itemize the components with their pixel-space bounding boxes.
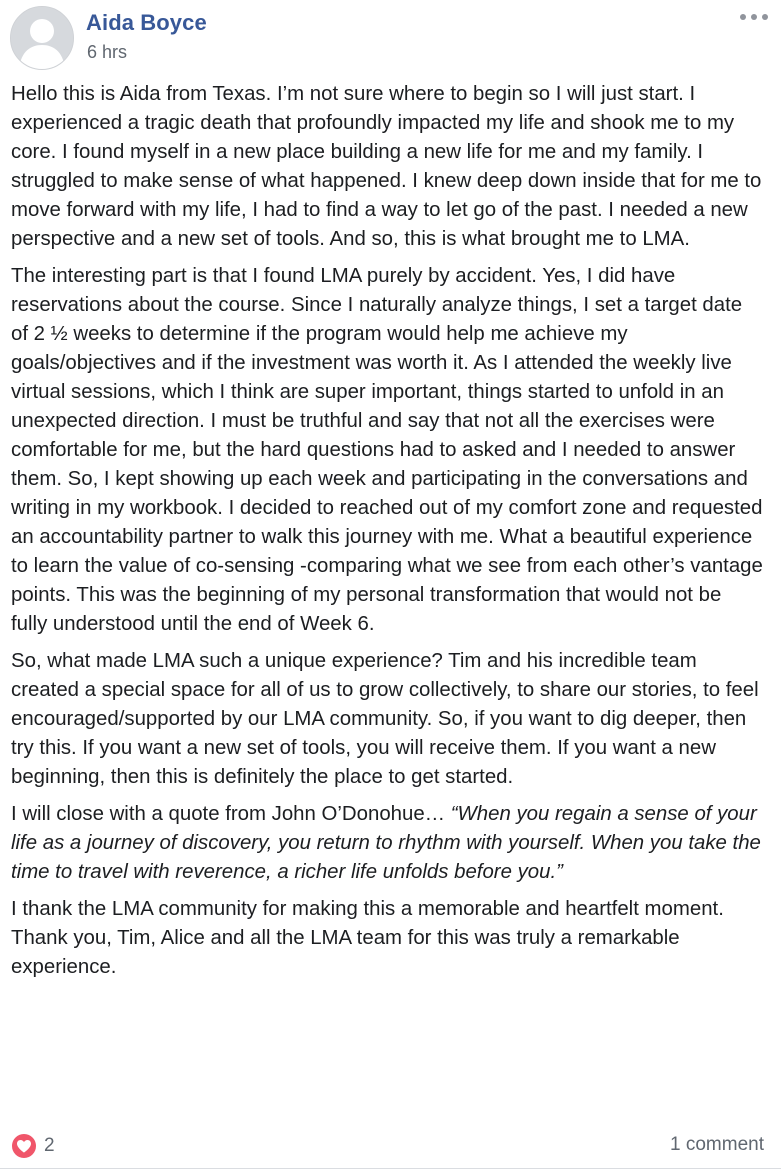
default-profile-avatar-icon <box>11 7 73 69</box>
post-footer <box>0 1124 781 1168</box>
post-paragraph-quote <box>11 800 763 887</box>
avatar[interactable] <box>10 6 74 70</box>
comments-count-link[interactable]: 1 comment <box>670 1134 764 1155</box>
quote-intro: I will close with a quote from John O’Donohue… <box>11 803 451 825</box>
love-heart-icon <box>10 1132 38 1160</box>
post-body <box>11 80 763 990</box>
footer-divider <box>0 1168 781 1169</box>
post-paragraph: Hello this is Aida from Texas. I’m not sure where to begin so I will just start. I experienced a tragic death that profoundly impacted my life and shook me to my core. I found myself in a new place building a new life for me and my family. I struggled to make sense of what happened. I knew deep down inside that for me to move forward with my life, I had to find a way to let go of the past. I needed a new perspective and a new set of tools. And so, this is what brought me to LMA. <box>11 83 762 250</box>
reactions-summary[interactable] <box>10 1132 55 1160</box>
more-options-button[interactable] <box>737 6 771 28</box>
author-name-link[interactable]: Aida Boyce <box>86 10 207 35</box>
post-paragraph: The interesting part is that I found LMA purely by accident. Yes, I did have reservations about the course. Since I naturally analyze things, I set a target date of 2 ½ weeks to determine if the program would help me achieve my goals/objectives and if the investment was worth it. As I attended the weekly live virtual sessions, which I think are super important, things started to unfold in an unexpected direction. I must be truthful and say that not all the exercises were comfortable for me, but the hard questions had to asked and I needed to answer them. So, I kept showing up each week and participating in the conversations and writing in my workbook. I decided to reached out of my comfort zone and requested an accountability partner to walk this journey with me. What a beautiful experience to learn the value of co-sensing -comparing what we see from each other’s vantage points. This was the beginning of my personal transformation that would not be fully understood until the end of Week 6. <box>11 265 763 635</box>
post-paragraph: I thank the LMA community for making this a memorable and heartfelt moment. Thank you, Tim, Alice and all the LMA team for this was truly a remarkable experience. <box>11 898 724 978</box>
post-paragraph: So, what made LMA such a unique experience? Tim and his incredible team created a special space for all of us to grow collectively, to share our stories, to feel encouraged/supported by our LMA community. So, if you want to dig deeper, then try this. If you want a new set of tools, you will receive them. If you want a new beginning, then this is definitely the place to get started. <box>11 650 759 788</box>
more-options-icon <box>739 13 769 21</box>
post-header <box>0 0 781 80</box>
reaction-count: 2 <box>44 1135 55 1156</box>
quote-text: “When you regain a sense of your life as a journey of discovery, you return to rhythm with yourself. When you take the time to travel with reverence, a richer life unfolds before you.” <box>11 803 761 883</box>
post-timestamp[interactable]: 6 hrs <box>87 42 128 62</box>
